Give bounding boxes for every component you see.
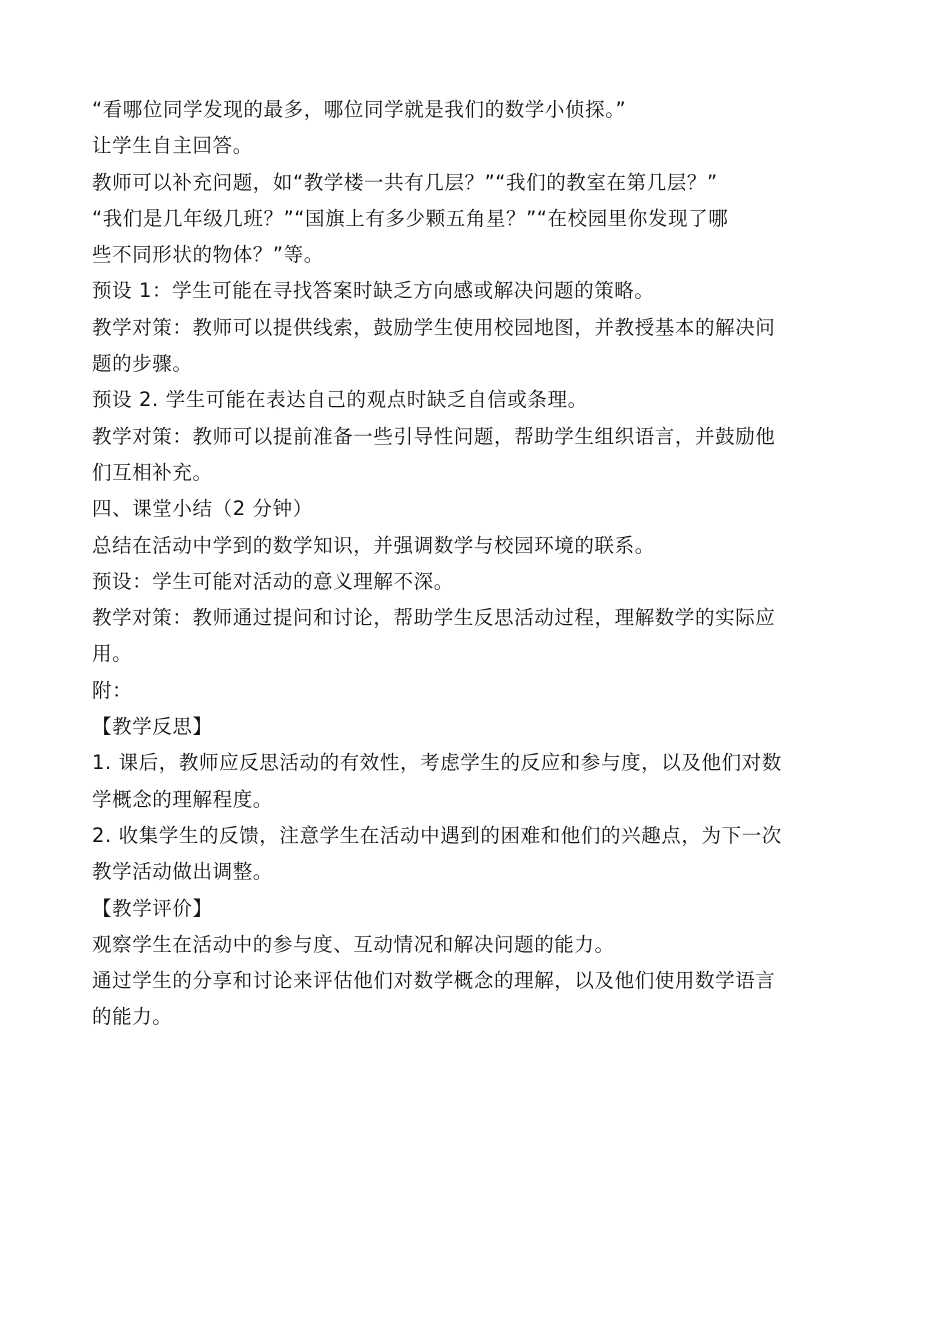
- section-heading: 【教学反思】: [92, 715, 213, 739]
- document-body: [92, 92, 862, 1036]
- text-line: 通过学生的分享和讨论来评估他们对数学概念的理解，以及他们使用数学语言: [92, 969, 776, 993]
- section-heading: 【教学评价】: [92, 896, 213, 920]
- text-line: 教学对策：教师可以提供线索，鼓励学生使用校园地图，并教授基本的解决问: [92, 315, 776, 339]
- text-line: 预设 1：学生可能在寻找答案时缺乏方向感或解决问题的策略。: [92, 279, 655, 303]
- section-heading: 四、课堂小结（2 分钟）: [92, 497, 313, 521]
- text-line: 2. 收集学生的反馈，注意学生在活动中遇到的困难和他们的兴趣点，为下一次: [92, 823, 782, 847]
- text-line: 学概念的理解程度。: [92, 787, 273, 811]
- text-line: 观察学生在活动中的参与度、互动情况和解决问题的能力。: [92, 932, 615, 956]
- text-line: 总结在活动中学到的数学知识，并强调数学与校园环境的联系。: [92, 533, 655, 557]
- text-line: 教学对策：教师通过提问和讨论，帮助学生反思活动过程，理解数学的实际应: [92, 606, 776, 630]
- text-line: 的能力。: [92, 1005, 173, 1029]
- text-line: 教学对策：教师可以提前准备一些引导性问题，帮助学生组织语言，并鼓励他: [92, 424, 776, 448]
- text-line: 1. 课后，教师应反思活动的有效性，考虑学生的反应和参与度，以及他们对数: [92, 751, 782, 775]
- appendix-label: 附：: [92, 678, 133, 702]
- text-line: 题的步骤。: [92, 352, 193, 376]
- text-line: 教师可以补充问题，如“教学楼一共有几层？”“我们的教室在第几层？”: [92, 170, 718, 194]
- text-line: 用。: [92, 642, 133, 666]
- text-line: 些不同形状的物体？”等。: [92, 243, 324, 267]
- text-line: 教学活动做出调整。: [92, 860, 273, 884]
- text-line: 们互相补充。: [92, 460, 213, 484]
- text-line: 预设：学生可能对活动的意义理解不深。: [92, 569, 454, 593]
- text-line: 让学生自主回答。: [92, 134, 253, 158]
- text-line: “看哪位同学发现的最多，哪位同学就是我们的数学小侦探。”: [92, 98, 627, 121]
- text-line: “我们是几年级几班？”“国旗上有多少颗五角星？”“在校园里你发现了哪: [92, 206, 729, 230]
- text-line: 预设 2. 学生可能在表达自己的观点时缺乏自信或条理。: [92, 388, 588, 412]
